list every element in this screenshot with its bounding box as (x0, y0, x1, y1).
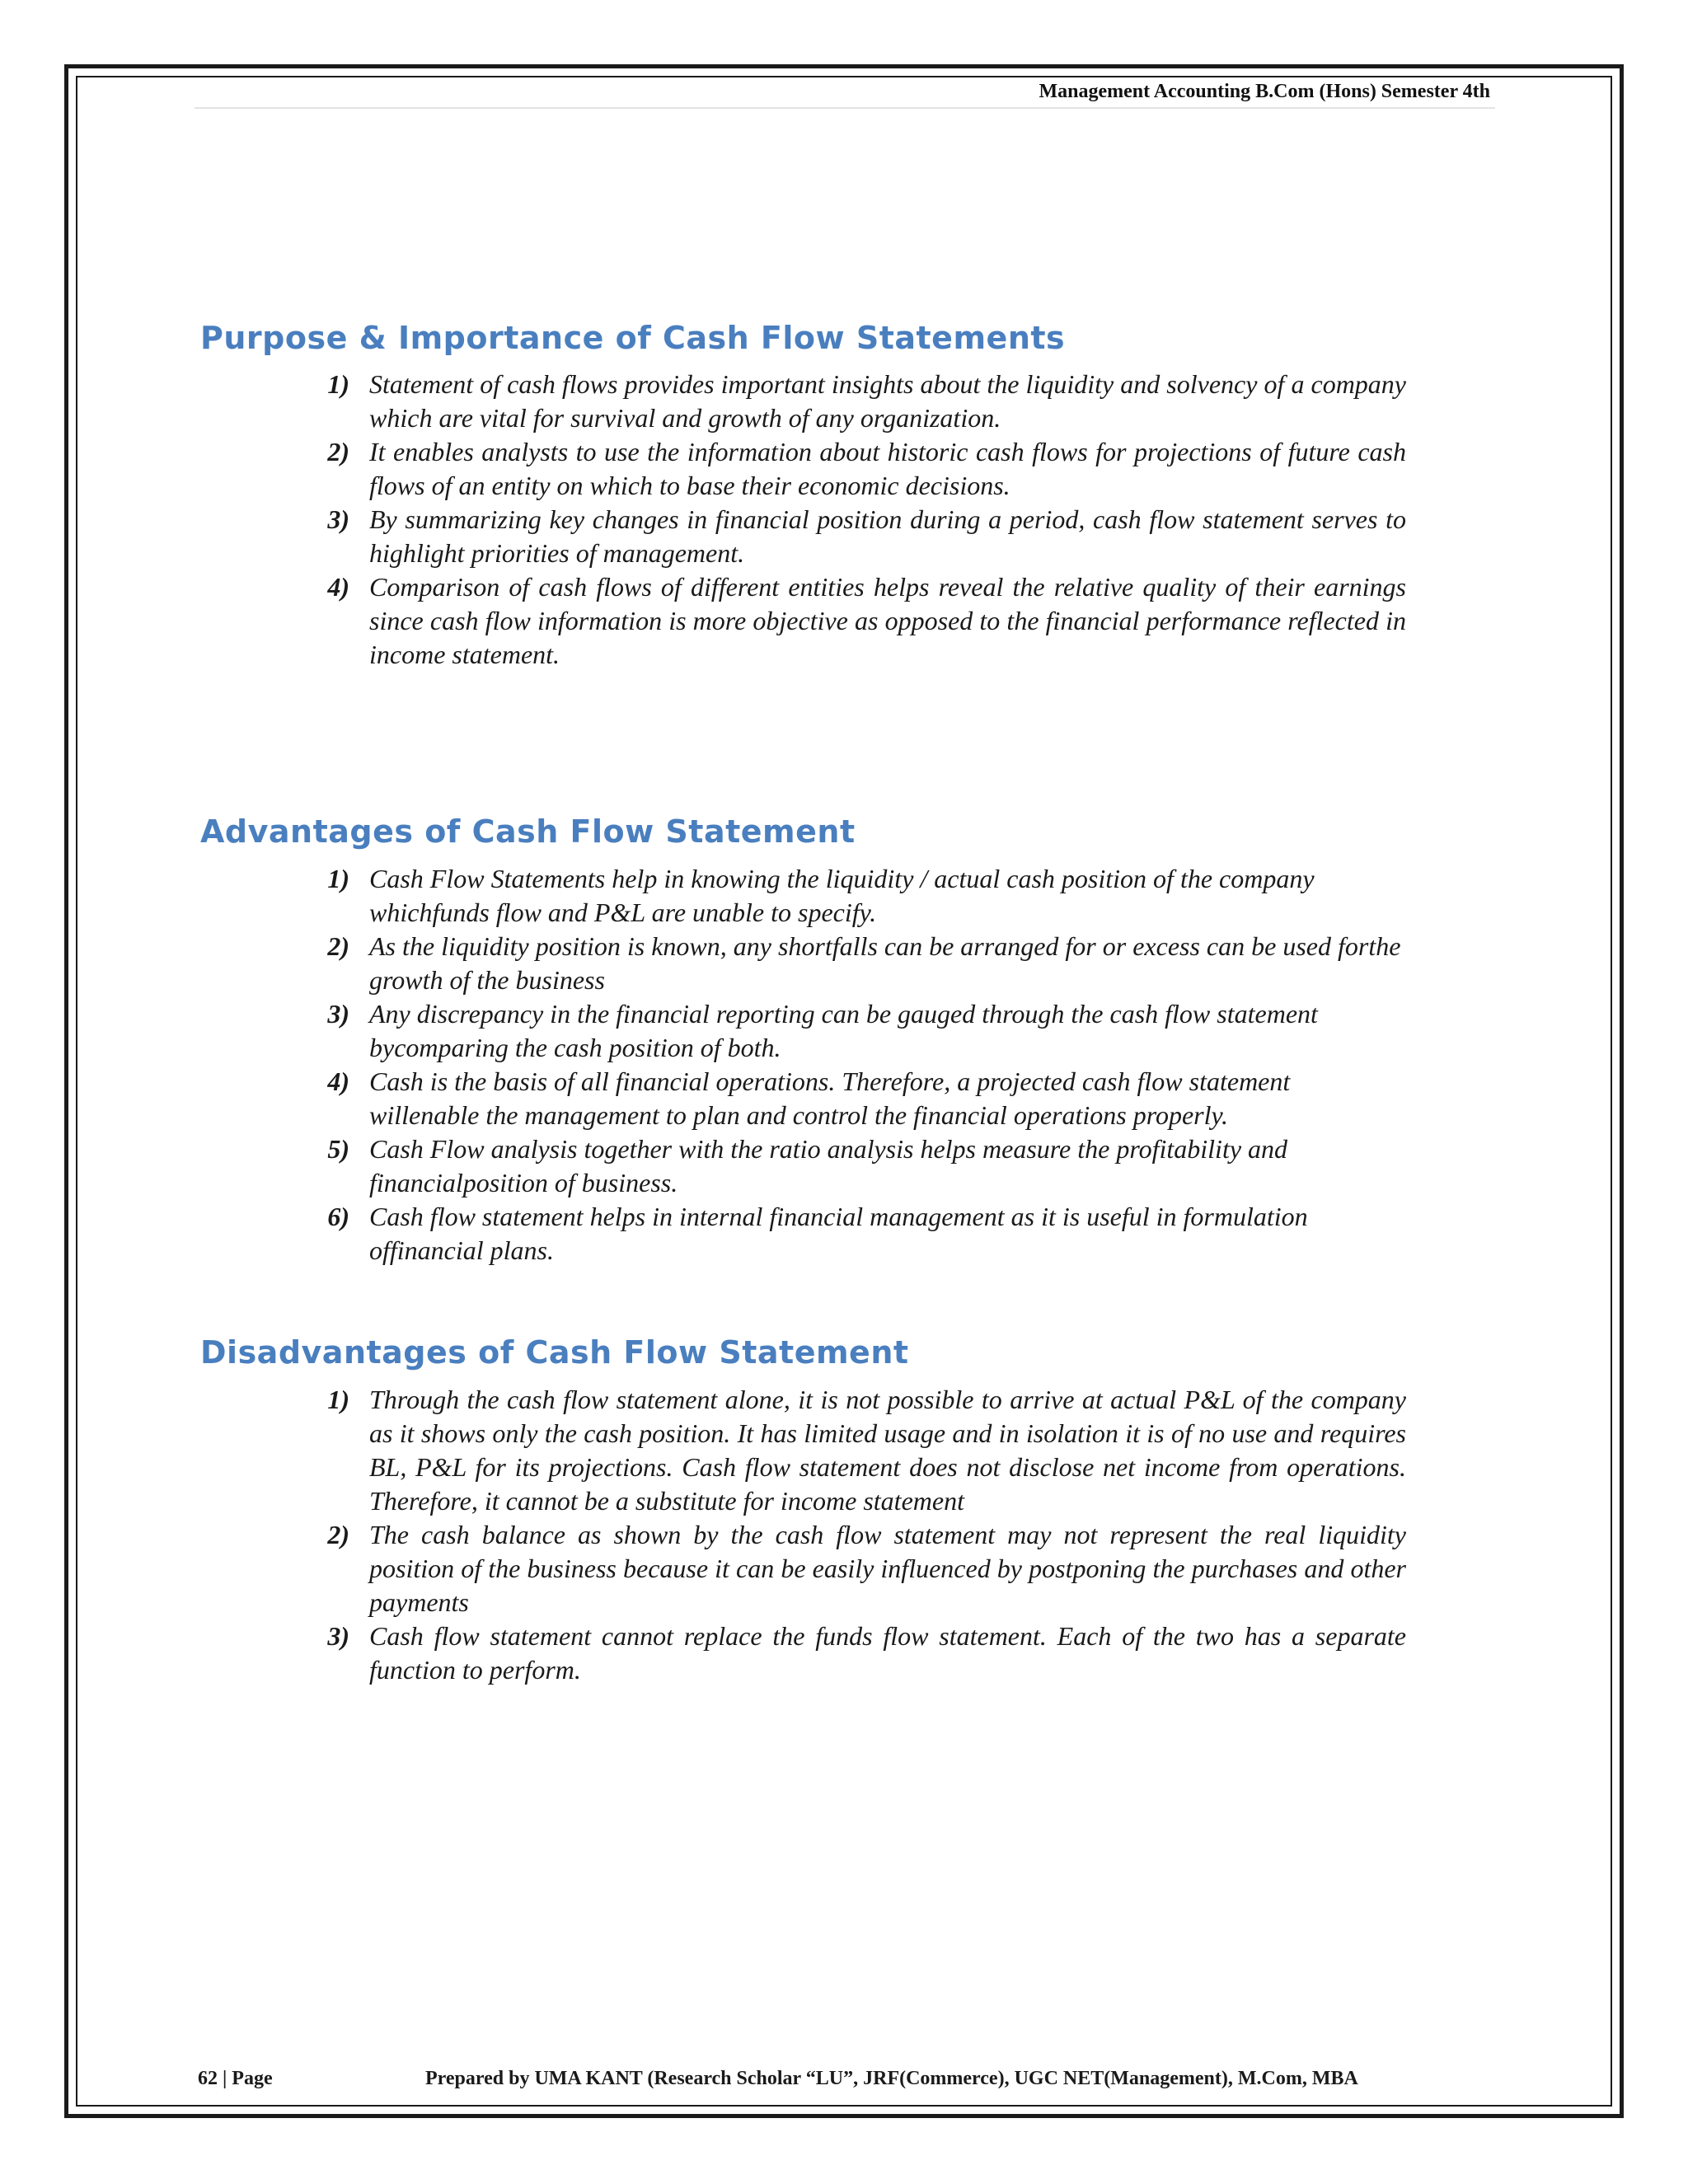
item-number: 2) (327, 1520, 349, 1549)
section-title-advantages: Advantages of Cash Flow Statement (200, 813, 856, 850)
section-title-disadvantages: Disadvantages of Cash Flow Statement (200, 1334, 909, 1371)
item-number: 1) (327, 864, 349, 893)
list-item (327, 1518, 1406, 1619)
list-item (327, 1383, 1406, 1518)
list-item (327, 435, 1406, 503)
list-item (327, 368, 1406, 435)
item-number: 5) (327, 1134, 349, 1164)
list-item (327, 1200, 1406, 1268)
list-item (327, 1132, 1406, 1200)
list-item (327, 1619, 1406, 1687)
item-number: 3) (327, 1621, 349, 1651)
item-number: 1) (327, 369, 349, 399)
list-item (327, 503, 1406, 570)
item-text: The cash balance as shown by the cash flow statement may not represent the real liquidity position of the business because it can be easily influenced by postponing the purchases and other payments (369, 1520, 1406, 1617)
list-item (327, 997, 1406, 1065)
item-text: Cash Flow analysis together with the ratio analysis helps measure the profitability and financialposition of business. (369, 1134, 1288, 1197)
item-text: Through the cash flow statement alone, it is not possible to arrive at actual P&L of the company as it shows only the cash position. It has limited usage and in isolation it is of no use and requires BL, P&L for its projections. Cash flow statement does not disclose net income from operations. Therefore, it cannot be a substitute for income statement (369, 1385, 1406, 1516)
item-number: 3) (327, 504, 349, 534)
item-number: 1) (327, 1385, 349, 1414)
item-text: By summarizing key changes in financial position during a period, cash flow statement serves to highlight priorities of management. (369, 504, 1406, 568)
list-item (327, 1065, 1406, 1132)
item-number: 6) (327, 1202, 349, 1231)
item-text: Cash is the basis of all financial operations. Therefore, a projected cash flow statement willenable the management to plan and control the financial operations properly. (369, 1066, 1291, 1130)
list-item (327, 930, 1406, 997)
item-number: 2) (327, 437, 349, 466)
item-text: Cash Flow Statements help in knowing the liquidity / actual cash position of the company whichfunds flow and P&L are unable to specify. (369, 864, 1315, 927)
item-text: Cash flow statement helps in internal financial management as it is useful in formulation offinancial plans. (369, 1202, 1308, 1265)
running-header: Management Accounting B.Com (Hons) Semester 4th (1039, 81, 1490, 102)
list-item (327, 570, 1406, 672)
item-text: Cash flow statement cannot replace the funds flow statement. Each of the two has a separate function to perform. (369, 1621, 1406, 1685)
item-text: Comparison of cash flows of different entities helps reveal the relative quality of their earnings since cash flow information is more objective as opposed to the financial performance reflected in income statement. (369, 572, 1406, 669)
item-text: As the liquidity position is known, any shortfalls can be arranged for or excess can be used forthe growth of the business (369, 931, 1401, 995)
item-number: 2) (327, 931, 349, 961)
item-number: 4) (327, 572, 349, 602)
item-text: Statement of cash flows provides important insights about the liquidity and solvency of a company which are vital for survival and growth of any organization. (369, 369, 1406, 433)
item-number: 4) (327, 1066, 349, 1096)
list-item (327, 862, 1406, 930)
section-title-purpose: Purpose & Importance of Cash Flow Statements (200, 320, 1066, 356)
author-credit: Prepared by UMA KANT (Research Scholar “LU”, JRF(Commerce), UGC NET(Management), M.Com, MBA (425, 2068, 1358, 2089)
list-disadvantages (327, 1383, 1406, 1687)
list-purpose (327, 368, 1406, 672)
list-advantages (327, 862, 1406, 1268)
item-text: It enables analysts to use the information about historic cash flows for projections of future cash flows of an entity on which to base their economic decisions. (369, 437, 1406, 500)
header-divider (195, 107, 1495, 109)
item-text: Any discrepancy in the financial reporting can be gauged through the cash flow statement bycomparing the cash position of both. (369, 999, 1318, 1062)
item-number: 3) (327, 999, 349, 1029)
page-number: 62 | Page (198, 2068, 273, 2089)
